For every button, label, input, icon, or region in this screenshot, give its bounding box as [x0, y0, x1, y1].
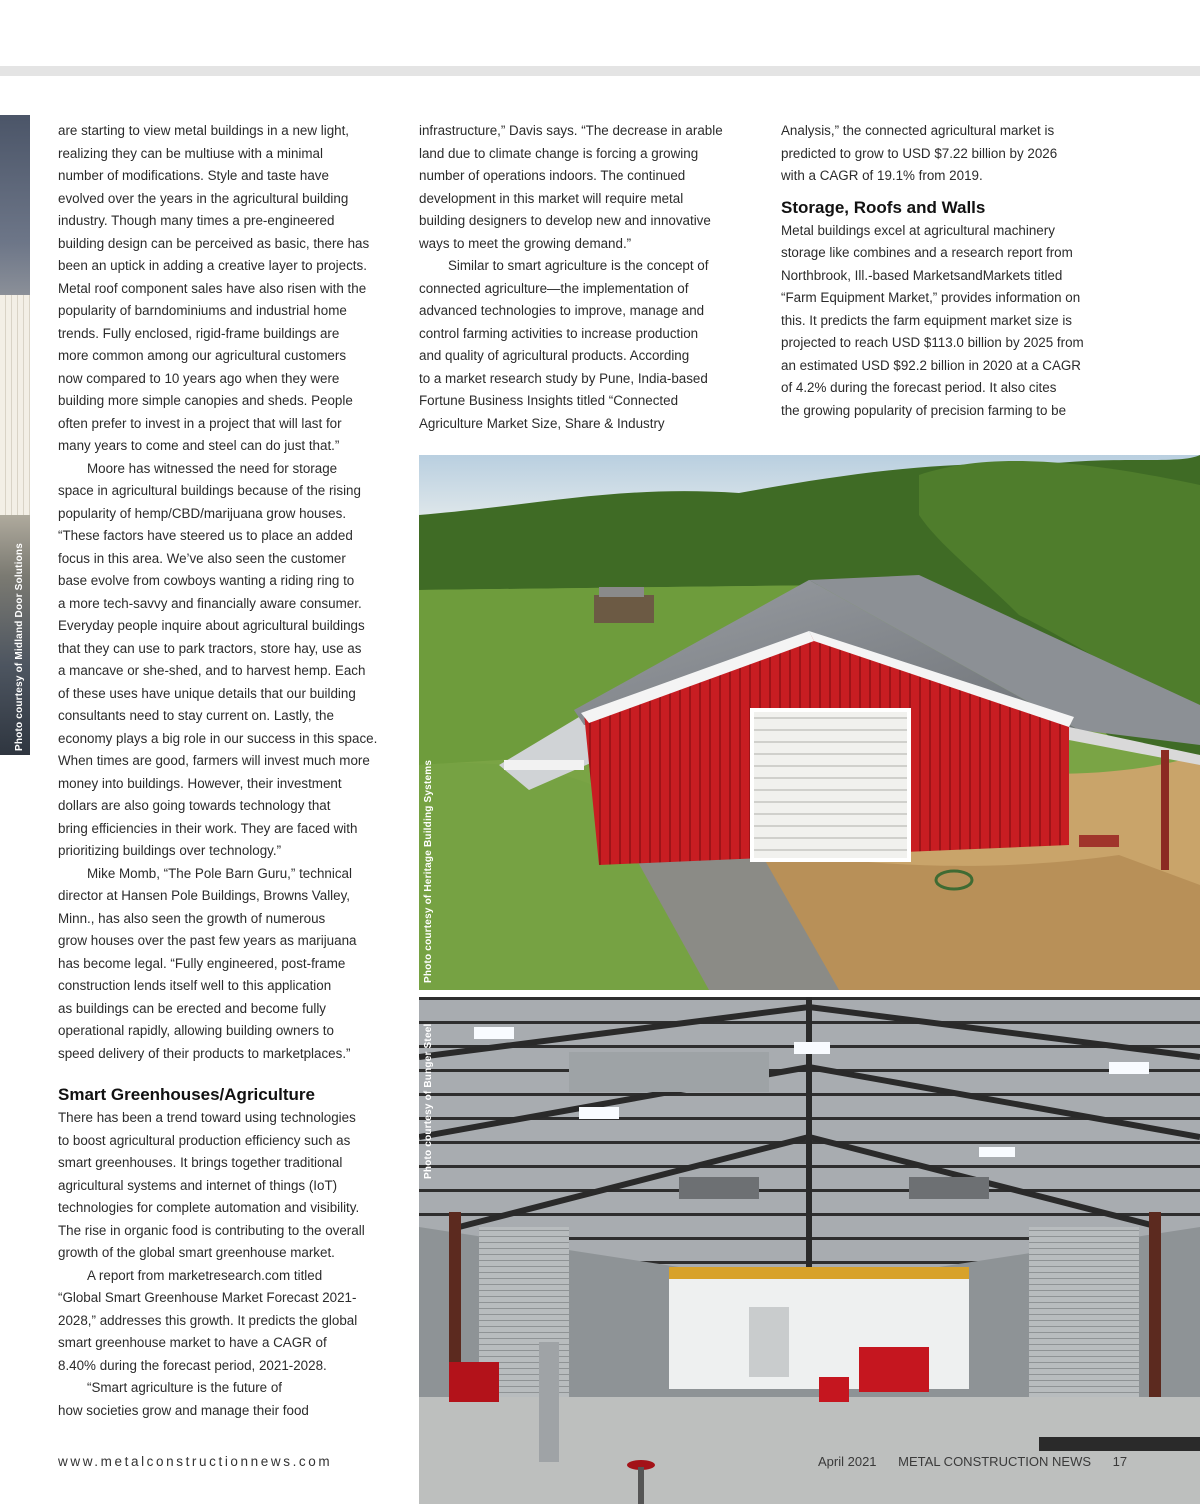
text-line: construction lends itself well to this application [58, 978, 332, 993]
text-line: speed delivery of their products to marketplaces.” [58, 1045, 351, 1061]
text-line: advanced technologies to improve, manage and [419, 303, 705, 318]
text-line: predicted to grow to USD $7.22 billion by 2026 [781, 145, 1058, 161]
shop-interior-illustration [419, 997, 1200, 1504]
text-line: to boost agricultural production efficiency such as [58, 1132, 351, 1148]
text-line: “Global Smart Greenhouse Market Forecast 2021- [58, 1290, 357, 1305]
text-line: number of modifications. Style and taste have [58, 168, 329, 183]
text-line: smart greenhouse market to have a CAGR of [58, 1335, 327, 1350]
text-line: realizing they can be multiuse with a minimal [58, 145, 323, 161]
text-line: technologies for complete automation and visibility. [58, 1200, 360, 1215]
text-line: development in this market will require metal [419, 190, 684, 206]
column-3 [781, 120, 1121, 422]
text-line: focus in this area. We’ve also seen the customer [58, 550, 346, 566]
text-line: space in agricultural buildings because of the rising [58, 483, 361, 498]
text-line: director at Hansen Pole Buildings, Browns Valley, [58, 888, 351, 903]
text-line: often prefer to invest in a project that will last for [58, 415, 342, 431]
text-line: economy plays a big role in our success in this space. [58, 730, 378, 746]
shop-photo-credit: Photo courtesy of Bunger Steel [423, 1023, 434, 1179]
text-line: Everyday people inquire about agricultural buildings [58, 618, 365, 633]
text-line: “Smart agriculture is the future of [87, 1380, 282, 1395]
text-line: connected agriculture—the implementation of [419, 280, 689, 296]
col3-paragraph-2 [781, 220, 1121, 423]
footer-page-number: 17 [1112, 1454, 1128, 1469]
text-line: projected to reach USD $113.0 billion by 2025 from [781, 335, 1084, 350]
text-line: are starting to view metal buildings in a new light, [58, 123, 350, 138]
text-line: evolved over the years in the agricultural building [58, 190, 349, 206]
col1-paragraph-1 [58, 120, 398, 458]
footer-issue [818, 1454, 1145, 1469]
text-line: operational rapidly, allowing building owners to [58, 1023, 334, 1038]
text-line: prioritizing buildings over technology.” [58, 843, 282, 858]
text-line: trends. Fully enclosed, rigid-frame buildings are [58, 325, 340, 341]
shop-interior-photo [419, 997, 1200, 1504]
col1-paragraph-3 [58, 863, 398, 1066]
text-line: “These factors have steered us to place an added [58, 528, 353, 543]
text-line: money into buildings. However, their investment [58, 775, 342, 791]
col1-paragraph-5 [58, 1265, 398, 1378]
text-line: Metal roof component sales have also risen with the [58, 280, 367, 296]
text-line: building design can be perceived as basic, there has [58, 235, 370, 251]
column-2 [419, 120, 759, 435]
red-barn-photo [419, 455, 1200, 990]
text-line: Agriculture Market Size, Share & Industry [419, 415, 665, 431]
left-edge-photo [0, 115, 30, 755]
text-line: a mancave or she-shed, and to harvest hemp. Each [58, 663, 366, 678]
text-line: 2028,” addresses this growth. It predicts the global [58, 1312, 358, 1328]
text-line: Similar to smart agriculture is the concept of [448, 258, 709, 273]
text-line: been an uptick in adding a creative layer to projects. [58, 258, 367, 273]
text-line: number of operations indoors. The continued [419, 168, 686, 183]
text-line: more common among our agricultural customers [58, 348, 347, 363]
text-line: popularity of barndominiums and industrial home [58, 303, 347, 318]
text-line: infrastructure,” Davis says. “The decrease in arable [419, 123, 723, 138]
text-line: consultants need to stay current on. Lastly, the [58, 708, 334, 723]
text-line: and quality of agricultural products. According [419, 348, 690, 363]
text-line: building designers to develop new and innovative [419, 213, 711, 228]
text-line: a more tech-savvy and financially aware consumer. [58, 595, 362, 611]
text-line: of 4.2% during the forecast period. It also cites [781, 380, 1057, 395]
text-line: Fortune Business Insights titled “Connected [419, 393, 679, 408]
footer-magazine: METAL CONSTRUCTION NEWS [898, 1454, 1092, 1469]
text-line: with a CAGR of 19.1% from 2019. [781, 168, 983, 183]
text-line: A report from marketresearch.com titled [87, 1267, 323, 1283]
text-line: Moore has witnessed the need for storage [87, 460, 338, 476]
text-line: growth of the global smart greenhouse market. [58, 1245, 335, 1260]
text-line: how societies grow and manage their food [58, 1402, 309, 1418]
text-line: industry. Though many times a pre-engineered [58, 213, 335, 228]
text-line: There has been a trend toward using technologies [58, 1110, 356, 1125]
storage-roofs-walls-heading: Storage, Roofs and Walls [781, 197, 986, 217]
text-line: “Farm Equipment Market,” provides information on [781, 290, 1081, 305]
smart-greenhouses-heading: Smart Greenhouses/Agriculture [58, 1085, 315, 1104]
col2-paragraph-2 [419, 255, 759, 435]
text-line: Analysis,” the connected agricultural market is [781, 123, 1055, 138]
text-line: popularity of hemp/CBD/marijuana grow houses. [58, 505, 347, 521]
text-line: many years to come and steel can do just that.” [58, 438, 340, 453]
text-line: Northbrook, Ill.-based MarketsandMarkets titled [781, 267, 1063, 283]
text-line: building more simple canopies and sheds. People [58, 393, 353, 408]
text-line: has become legal. “Fully engineered, post-frame [58, 955, 346, 971]
text-line: as buildings can be erected and become fully [58, 1000, 326, 1016]
building-wall-detail [0, 295, 30, 515]
text-line: that they can use to park tractors, store hay, use as [58, 640, 362, 656]
footer-date: April 2021 [818, 1454, 877, 1469]
footer-url: www.metalconstructionnews.com [58, 1454, 333, 1469]
col1-paragraph-6 [58, 1377, 398, 1422]
text-line: smart greenhouses. It brings together traditional [58, 1155, 343, 1170]
text-line: Mike Momb, “The Pole Barn Guru,” technical [87, 865, 352, 881]
text-line: this. It predicts the farm equipment market size is [781, 312, 1072, 328]
text-line: bring efficiencies in their work. They are faced with [58, 820, 358, 836]
column-1 [58, 120, 398, 1422]
text-line: an estimated USD $92.2 billion in 2020 at a CAGR [781, 357, 1081, 373]
text-line: base evolve from cowboys wanting a riding ring to [58, 573, 355, 588]
text-line: ways to meet the growing demand.” [419, 235, 632, 251]
text-line: to a market research study by Pune, India-based [419, 370, 708, 386]
col1-paragraph-4 [58, 1107, 398, 1265]
red-barn-illustration [419, 455, 1200, 990]
text-line: the growing popularity of precision farming to be [781, 402, 1067, 418]
text-line: Metal buildings excel at agricultural machinery [781, 222, 1055, 238]
text-line: control farming activities to increase production [419, 325, 699, 341]
top-divider-bar [0, 66, 1200, 76]
text-line: agricultural systems and internet of things (IoT) [58, 1177, 338, 1193]
text-line: Minn., has also seen the growth of numerous [58, 910, 326, 926]
text-line: The rise in organic food is contributing to the overall [58, 1222, 365, 1238]
text-line: storage like combines and a research report from [781, 245, 1073, 260]
text-line: grow houses over the past few years as marijuana [58, 933, 357, 948]
text-line: of these uses have unique details that our building [58, 685, 356, 701]
text-line: land due to climate change is forcing a growing [419, 145, 699, 161]
col2-paragraph-1 [419, 120, 759, 255]
col1-paragraph-2 [58, 458, 398, 863]
text-line: now compared to 10 years ago when they were [58, 370, 340, 386]
col3-paragraph-1 [781, 120, 1121, 188]
left-photo-credit: Photo courtesy of Midland Door Solutions [14, 543, 25, 751]
text-line: 8.40% during the forecast period, 2021-2028. [58, 1357, 327, 1373]
text-line: dollars are also going towards technology that [58, 798, 331, 813]
text-line: When times are good, farmers will invest much more [58, 753, 370, 768]
barn-photo-credit: Photo courtesy of Heritage Building Systems [423, 759, 434, 983]
